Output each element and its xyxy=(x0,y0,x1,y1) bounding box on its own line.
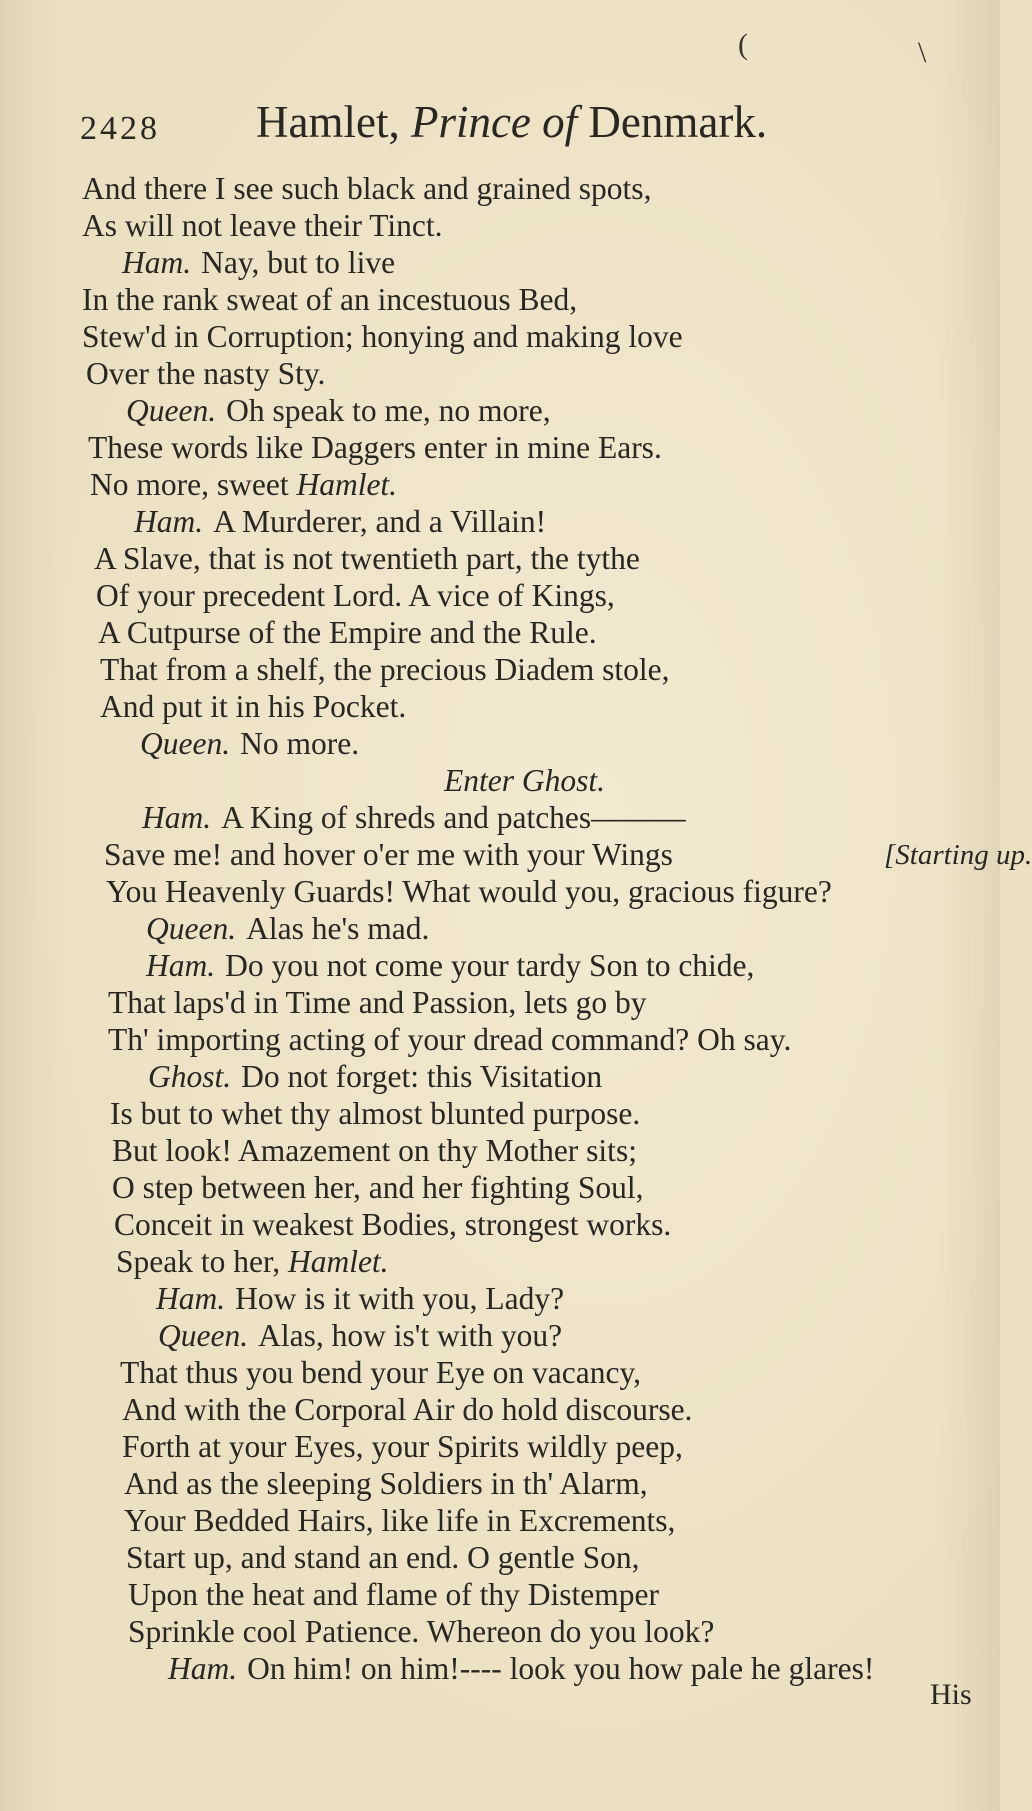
speech-line xyxy=(168,1650,874,1688)
line-text: Conceit in weakest Bodies, strongest works. xyxy=(114,1207,672,1242)
page-number: 2428 xyxy=(80,110,160,147)
text-line xyxy=(128,1576,659,1614)
speech-line xyxy=(126,392,551,430)
text-line xyxy=(126,1539,640,1577)
speaker-name: Ham. xyxy=(146,948,216,983)
line-text: No more, sweet xyxy=(90,467,297,502)
speech-line xyxy=(140,725,359,763)
line-text: Alas he's mad. xyxy=(246,911,430,946)
line-text: O step between her, and her fighting Soul, xyxy=(112,1170,644,1205)
line-text: And as the sleeping Soldiers in th' Alarm, xyxy=(124,1466,648,1501)
speaker-name: Queen. xyxy=(140,726,231,761)
line-text: And with the Corporal Air do hold discourse. xyxy=(122,1392,693,1427)
line-text: That laps'd in Time and Passion, lets go by xyxy=(108,985,647,1020)
text-line xyxy=(100,688,406,726)
line-text: These words like Daggers enter in mine Ears. xyxy=(88,430,662,465)
line-text: As will not leave their Tinct. xyxy=(82,208,443,243)
speech-line xyxy=(158,1317,562,1355)
speaker-name: Queen. xyxy=(158,1318,249,1353)
text-line xyxy=(114,1206,671,1244)
text-line xyxy=(124,1465,648,1503)
running-title xyxy=(256,96,767,148)
text-line xyxy=(108,984,647,1022)
speaker-name: Ham. xyxy=(156,1281,226,1316)
stage-direction-starting-up: [Starting up. xyxy=(884,839,1032,871)
line-text: A Murderer, and a Villain! xyxy=(213,504,547,539)
line-text: Save me! and hover o'er me with your Wings xyxy=(104,837,673,872)
line-italic-text: Hamlet. xyxy=(296,467,398,502)
speaker-name: Ham. xyxy=(168,1651,238,1686)
line-text: A King of shreds and patches——— xyxy=(221,800,686,835)
line-text: Stew'd in Corruption; honying and making love xyxy=(82,319,683,354)
catchword: His xyxy=(930,1678,972,1711)
speech-line xyxy=(148,1058,602,1096)
text-line xyxy=(82,207,442,245)
title-hamlet: Hamlet, xyxy=(256,97,411,147)
text-line xyxy=(94,540,640,578)
line-text: Nay, but to live xyxy=(201,245,396,280)
text-line xyxy=(88,429,662,467)
line-text: Your Bedded Hairs, like life in Excrements, xyxy=(124,1503,676,1538)
line-text: Alas, how is't with you? xyxy=(258,1318,563,1353)
line-text: And put it in his Pocket. xyxy=(100,689,407,724)
running-header xyxy=(80,96,980,156)
line-text: Is but to whet thy almost blunted purpose. xyxy=(110,1096,641,1131)
line-italic-text: Hamlet. xyxy=(287,1244,389,1279)
line-text: How is it with you, Lady? xyxy=(235,1281,565,1316)
speech-line xyxy=(134,503,546,541)
text-line xyxy=(90,466,397,504)
text-line xyxy=(112,1132,637,1170)
corner-mark-right: \ xyxy=(918,36,927,69)
line-text: Forth at your Eyes, your Spirits wildly peep, xyxy=(122,1429,683,1464)
text-line xyxy=(100,651,669,689)
text-line xyxy=(122,1428,683,1466)
stage-direction-enter xyxy=(444,762,605,800)
speech-line xyxy=(146,910,429,948)
line-text: But look! Amazement on thy Mother sits; xyxy=(112,1133,637,1168)
line-text: Speak to her, xyxy=(116,1244,288,1279)
text-line xyxy=(82,318,683,356)
speech-line xyxy=(142,799,686,837)
text-line xyxy=(124,1502,675,1540)
line-text: That from a shelf, the precious Diadem stole, xyxy=(100,652,670,687)
line-text: In the rank sweat of an incestuous Bed, xyxy=(82,282,578,317)
line-text: Of your precedent Lord. A vice of Kings, xyxy=(96,578,615,613)
text-line xyxy=(86,355,325,393)
text-line xyxy=(116,1243,389,1281)
text-line xyxy=(112,1169,644,1207)
text-line xyxy=(96,577,615,615)
text-line xyxy=(82,281,577,319)
line-text: You Heavenly Guards! What would you, gracious figure? xyxy=(106,874,832,909)
line-text: Upon the heat and flame of thy Distemper xyxy=(128,1577,659,1612)
text-line xyxy=(108,1021,791,1059)
text-line xyxy=(98,614,597,652)
text-line xyxy=(104,836,1032,874)
text-line xyxy=(122,1391,692,1429)
title-denmark: Denmark. xyxy=(577,97,768,147)
line-text: Do you not come your tardy Son to chide, xyxy=(225,948,755,983)
speaker-name: Ham. xyxy=(142,800,212,835)
line-text: Oh speak to me, no more, xyxy=(226,393,551,428)
line-text: And there I see such black and grained spots, xyxy=(82,171,652,206)
speech-line xyxy=(146,947,754,985)
line-text: Th' importing acting of your dread command? Oh say. xyxy=(108,1022,792,1057)
speaker-name: Ham. xyxy=(134,504,204,539)
line-italic-text: Enter Ghost. xyxy=(444,763,605,798)
speaker-name: Queen. xyxy=(146,911,237,946)
speaker-name: Ghost. xyxy=(148,1059,232,1094)
text-line xyxy=(82,170,651,208)
text-line xyxy=(110,1095,640,1133)
title-prince-of: Prince of xyxy=(410,97,578,147)
line-text: Do not forget: this Visitation xyxy=(241,1059,603,1094)
line-text: Over the nasty Sty. xyxy=(86,356,326,391)
line-text: A Slave, that is not twentieth part, the tythe xyxy=(94,541,640,576)
line-text: On him! on him!---- look you how pale he glares! xyxy=(247,1651,875,1686)
text-line xyxy=(128,1613,714,1651)
speaker-name: Queen. xyxy=(126,393,217,428)
speaker-name: Ham. xyxy=(122,245,192,280)
speech-line xyxy=(156,1280,564,1318)
speech-line xyxy=(122,244,395,282)
line-text: A Cutpurse of the Empire and the Rule. xyxy=(98,615,597,650)
line-text: That thus you bend your Eye on vacancy, xyxy=(120,1355,642,1390)
line-text: Start up, and stand an end. O gentle Son, xyxy=(126,1540,640,1575)
text-line xyxy=(120,1354,641,1392)
line-text: Sprinkle cool Patience. Whereon do you look? xyxy=(128,1614,715,1649)
text-line xyxy=(106,873,832,911)
line-text: No more. xyxy=(240,726,360,761)
corner-mark-left: ( xyxy=(738,28,748,61)
